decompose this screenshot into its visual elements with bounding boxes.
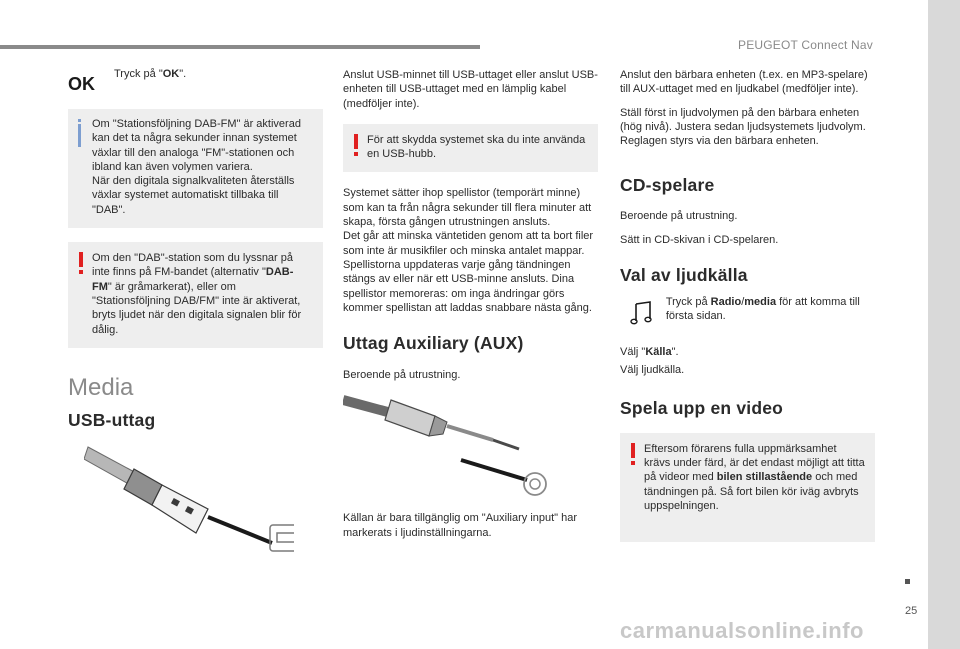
jack-plug-illustration	[343, 394, 598, 509]
exclamation-icon	[353, 134, 359, 158]
info-box-line-2: När den digitala signalkvaliteten återställs växlar systemet automatiskt tillbaka till "DAB".	[92, 175, 295, 216]
column-3	[620, 65, 875, 542]
aux-note-text: Källan är bara tillgänglig om "Auxiliary input" har markerats i ljudinställningarna.	[343, 512, 578, 539]
warning-box-dab: Om den "DAB"-station som du lyssnar på inte finns på FM-bandet (alternativ "DAB-FM" är gråmarkerat), eller om "Stationsföljning DAB/FM" inte är aktiverat, bryts ljudet när den digitala signalen blir för dålig.	[68, 242, 323, 348]
usb-intro-text: Anslut USB-minnet till USB-uttaget eller anslut USB-enheten till USB-uttaget med en lämplig kabel (medföljer inte).	[343, 69, 598, 110]
section-title-media: Media	[68, 373, 134, 401]
page-number: 25	[905, 605, 918, 617]
source-instruction	[620, 295, 875, 329]
header-title: PEUGEOT Connect Nav	[738, 38, 873, 52]
subsection-title-video: Spela upp en video	[620, 397, 784, 418]
aux-equipment-text: Beroende på utrustning.	[343, 369, 461, 382]
usb-plug-illustration	[84, 445, 323, 558]
aux-volume-text: Ställ först in ljudvolymen på den bärbara enheten (hög nivå). Justera sedan ljudsystemets ljudvolym. Reglagen styrs via den bärbara enheten.	[620, 106, 866, 148]
music-note-icon	[630, 301, 666, 329]
exclamation-icon	[78, 252, 84, 276]
header-rule	[0, 45, 480, 49]
page-side-strip	[928, 0, 960, 649]
ok-instruction	[68, 65, 323, 95]
watermark: carmanualsonline.info	[620, 618, 864, 643]
playlist-text: Systemet sätter ihop spellistor (temporärt minne) som kan ta från några sekunder till flera minuter att skapa, första gången utrustningen ansluts. Det går att minska väntetiden genom att ta bort filer som inte är musikfiler och minska antalet mappar. Spellistorna uppdateras varje gång tändningen stängs av eller när ett USB-minne ansluts. Dina spellistor memoreras: om inga ändringar görs kommer spellistan att laddas snabbare nästa gång.	[343, 187, 594, 314]
column-1	[68, 65, 323, 558]
subsection-title-cd: CD-spelare	[620, 175, 715, 196]
column-2	[343, 65, 598, 540]
cd-insert-text: Sätt in CD-skivan i CD-spelaren.	[620, 233, 779, 246]
info-box-line-1: Om "Stationsföljning DAB-FM" är aktiverad kan det ta några sekunder innan systemet växlar till den analoga "FM"-stationen och ibland kan även volymen variera.	[92, 118, 301, 173]
warning-box-video: Eftersom förarens fulla uppmärksamhet krävs under färd, är det endast möjligt att titta på videor med bilen stillastående och med tändningen på. Så fort bilen kör iväg avbryts uppspelningen.	[620, 433, 875, 542]
exclamation-icon	[630, 443, 636, 467]
select-audio-source-text: Välj ljudkälla.	[620, 364, 685, 377]
select-source-text: Välj "Källa".	[620, 346, 679, 359]
info-bar-icon	[78, 119, 81, 147]
subsection-title-usb: USB-uttag	[68, 409, 156, 430]
info-box-dab-fm	[68, 109, 323, 228]
continue-marker	[905, 579, 910, 584]
aux-connect-text: Anslut den bärbara enheten (t.ex. en MP3-spelare) till AUX-uttaget med en ljudkabel (medföljer inte).	[620, 69, 868, 96]
subsection-title-source: Val av ljudkälla	[620, 265, 748, 286]
ok-instruction-text: Tryck på "OK".	[114, 68, 187, 80]
ok-icon: OK	[68, 74, 95, 94]
warning-box-usb-hub: För att skydda systemet ska du inte använda en USB-hubb.	[343, 124, 598, 173]
subsection-title-aux: Uttag Auxiliary (AUX)	[343, 333, 524, 354]
source-instruction-text: Tryck på Radio/media för att komma till första sidan.	[665, 296, 860, 323]
cd-equipment-text: Beroende på utrustning.	[620, 210, 738, 223]
